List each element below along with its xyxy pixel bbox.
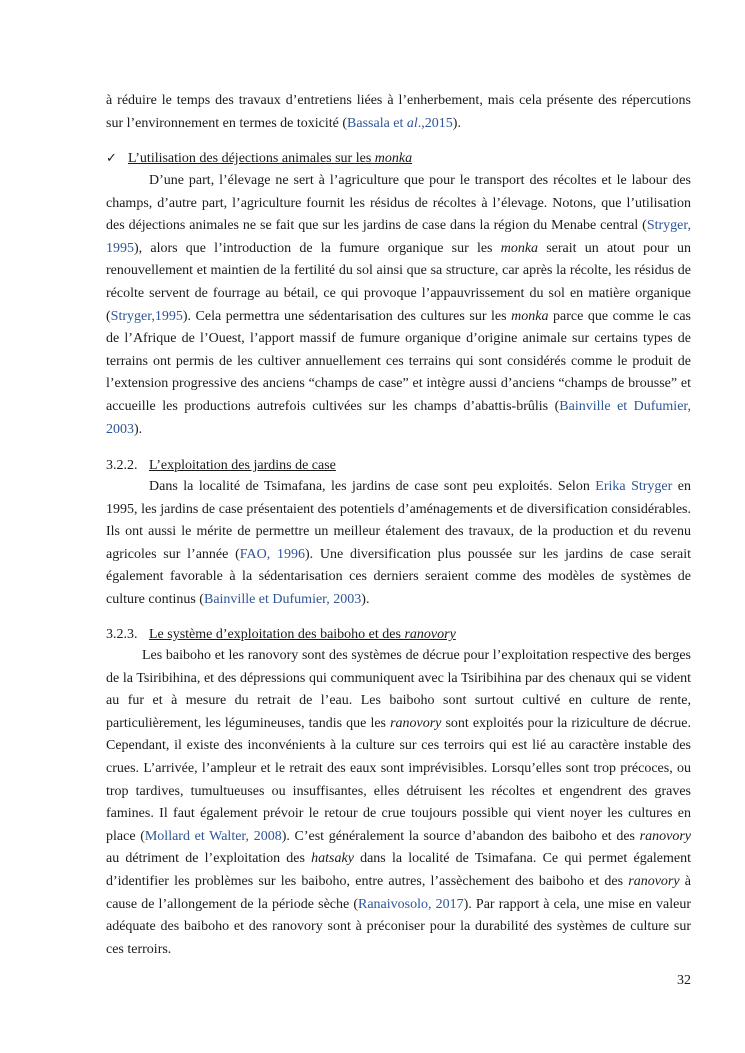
citation-ranaivosolo[interactable]: Ranaivosolo, 2017 xyxy=(358,896,464,912)
paragraph-3-2-3: Les baiboho et les ranovory sont des systèmes de décrue pour l’exploitation respective des berges de la Tsiribihina, et des dépressions qui communiquent avec la Tsiribihina par des chenaux qui se vident au fur et à mesure du retrait de l’eau. Les baiboho sont surtout cultivé en culture de rente, particulièrement, les légumineuses, tandis que les ranovory sont exploités pour la riziculture de décrue. Cependant, il existe des inconvénients à la culture sur ces terroirs qui est lié au caractère instable des crues. L’arrivée, l’ampleur et le retrait des eaux sont imprévisibles. Lorsqu’elles sont trop précoces, ou trop tardives, tumultueuses ou insuffisantes, elles détruisent les récoltes et engendrent des graves famines. Il faut également prévoir le retour de crue toujours possible qui vient noyer les cultures en place (Mollard et Walter, 2008). C’est généralement la source d’abandon des baiboho et des ranovory au détriment de l’exploitation des hatsaky dans la localité de Tsimafana. Ce qui permet également d’identifier les problèmes sur les baiboho, entre autres, l’assèchement des baiboho et des ranovory à cause de l’allongement de la période sèche (Ranaivosolo, 2017). Par rapport à cela, une mise en valeur adéquate des baiboho et des ranovory sont à préconiser pour la durabilité des systèmes de culture sur ces terroirs. xyxy=(106,648,692,957)
paragraph-monka: D’une part, l’élevage ne sert à l’agriculture que pour le transport des récoltes et le labour des champs, d’autre part, l’agriculture fournit les résidus de récoltes à l’élevage. Notons, que l’utilisation des déjections animales ne se fait que sur les jardins de case dans la région du Menabe central (Stryger, 1995), alors que l’introduction de la fumure organique sur les monka serait un atout pour un renouvellement et maintien de la fertilité du sol ainsi que sa structure, car après la récolte, les résidus de récolte servent de fourrage au bétail, ce qui provoque l’appauvrissement du sol en matière organique (Stryger,1995). Cela permettra une sédentarisation des cultures sur les monka parce que comme le cas de l’Afrique de l’Ouest, l’apport massif de fumure organique d’origine animale sur certains types de terrains ont permis de les cultiver annuellement ces terrains qui sont considérés comme le produit de l’extension progressive des anciens “champs de case” et intègre aussi d’anciens “champs de brousse” et accueille les productions autrefois cultivées sur les champs d’abattis-brûlis (Bainville et Dufumier, 2003). xyxy=(106,173,692,437)
section-number: 3.2.2. xyxy=(106,458,138,473)
citation-bainville-dufumier[interactable]: Bainville et Dufumier, 2003 xyxy=(106,398,692,437)
citation-stryger-1995[interactable]: Stryger, 1995 xyxy=(106,218,691,256)
heading-title: L’exploitation des jardins de case xyxy=(149,458,336,473)
page-number: 32 xyxy=(677,973,691,988)
citation-fao-1996[interactable]: FAO, 1996 xyxy=(239,546,306,562)
paragraph-3-2-2: Dans la localité de Tsimafana, les jardins de case sont peu exploités. Selon Erika Stryger en 1995, les jardins de case présentaient des potentiels d’aménagements et de diversification considérables. Ils ont aussi le mérite de permettre un meilleur étalement des travaux, de la production et du revenu agricoles sur l’année (FAO, 1996). Une diversification plus poussée sur les jardins de case serait également favorable à la sédentarisation ces derniers seraient comme des modèles de systèmes de culture continus (Bainville et Dufumier, 2003). xyxy=(106,479,692,607)
section-number: 3.2.3. xyxy=(106,627,138,642)
citation-mollard-walter[interactable]: Mollard et Walter, 2008 xyxy=(144,828,282,844)
checkmark-icon: ✓ xyxy=(106,151,117,166)
citation-bassala[interactable]: Bassala et al.,2015 xyxy=(347,115,453,131)
citation-erika-stryger[interactable]: Erika Stryger xyxy=(595,479,673,494)
citation-stryger-1995-b[interactable]: Stryger,1995 xyxy=(110,308,183,324)
citation-bainville-dufumier[interactable]: Bainville et Dufumier, 2003 xyxy=(203,591,362,607)
heading-monka xyxy=(106,148,691,170)
heading-title: Le système d’exploitation des baiboho et des ranovory xyxy=(149,627,456,642)
heading-3-2-2 xyxy=(106,455,691,477)
heading-title: L’utilisation des déjections animales sur les monka xyxy=(128,151,413,166)
paragraph-intro: à réduire le temps des travaux d’entretiens liées à l’enherbement, mais cela présente des répercutions sur l’environnement en termes de toxicité (Bassala et al.,2015). xyxy=(106,93,691,131)
heading-3-2-3 xyxy=(106,624,691,646)
